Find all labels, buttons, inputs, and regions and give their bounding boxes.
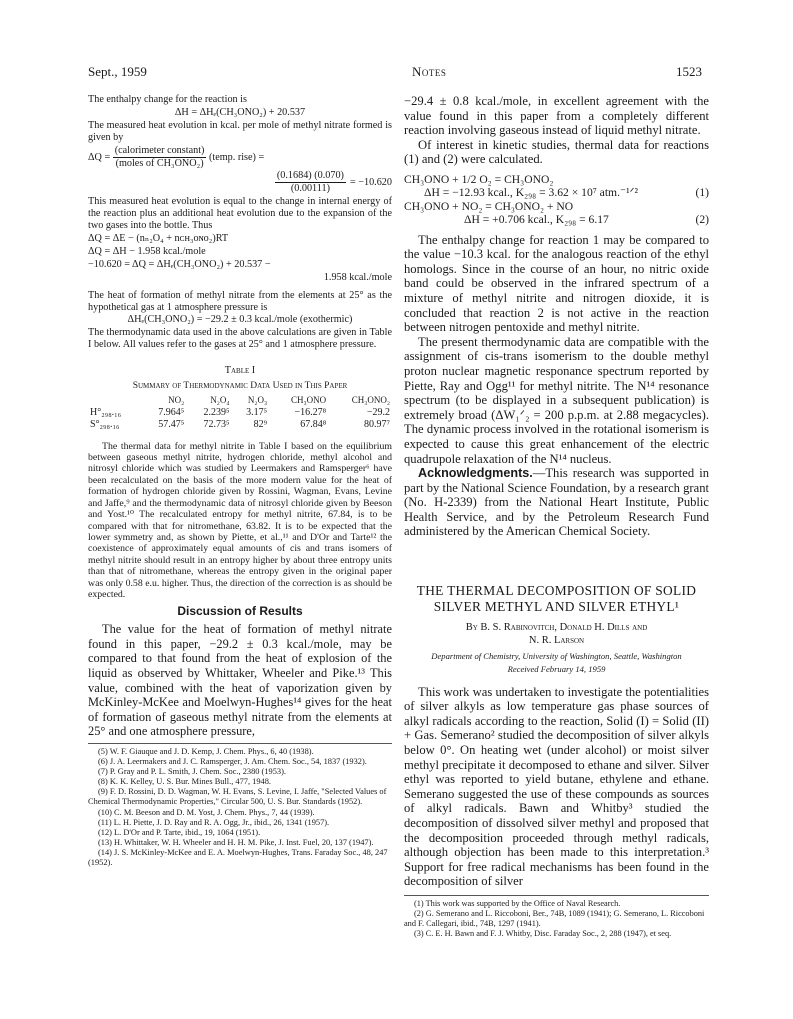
- running-header-section: Notes: [412, 64, 447, 79]
- reference-item: (14) J. S. McKinley-McKee and E. A. Moelwyn-Hughes, Trans. Faraday Soc., 48, 247 (1952).: [88, 847, 388, 868]
- table-cell: −29.2: [366, 406, 390, 418]
- equation: ΔH = ΔHₑ(CH₃ONO₂) + 20.537: [174, 106, 306, 118]
- paragraph: The enthalpy change for reaction 1 may be compared to the value −10.3 kcal. for the analogous reaction of the ethyl homologs. Since in the course of an hour, no nitric oxide band could be observed in the infrared spectrum of a mixture of methyl nitrite and nitrogen dioxide, it is concluded that reaction 2 is not active in the reaction between nitrogen pentoxide and methyl nitrite.: [404, 232, 709, 335]
- table-cell: 72.73⁵: [203, 418, 230, 430]
- paragraph: The enthalpy change for the reaction is: [88, 94, 247, 105]
- reference-item: (9) F. D. Rossini, D. D. Wagman, W. H. Evans, S. Levine, I. Jaffe, "Selected Values of Chemical Thermodynamic Properties," Circular 500, U. S. Bur. Standards (1952).: [88, 787, 387, 807]
- table-header-row: [88, 395, 392, 407]
- table-cell: −16.27⁸: [294, 406, 327, 418]
- reference-item: (6) J. A. Leermakers and J. C. Ramsperger, J. Am. Chem. Soc., 54, 1837 (1932).: [98, 757, 367, 767]
- fraction: [275, 170, 346, 195]
- equation: 1.958 kcal./mole: [323, 271, 392, 283]
- affiliation: Department of Chemistry, University of Washington, Seattle, Washington: [431, 651, 682, 662]
- acknowledgments-label: Acknowledgments.: [418, 466, 533, 481]
- table-header-cell: N₂O₄: [210, 394, 230, 405]
- reaction-data: [404, 186, 709, 199]
- authors-line: By B. S. Rabinovitch, Donald H. Dills and: [465, 622, 648, 634]
- reaction-number: (1): [695, 186, 709, 200]
- table-cell: 82⁹: [253, 418, 268, 430]
- paragraph: The measured heat evolution in kcal. per mole of methyl nitrate formed is given by: [88, 119, 392, 143]
- paragraph: Of interest in kinetic studies, thermal data for reactions (1) and (2) were calculated.: [404, 137, 709, 167]
- acknowledgments: [404, 466, 709, 539]
- reaction-data: [404, 213, 709, 226]
- table-cell: 67.84⁸: [300, 418, 327, 430]
- fraction-numerator: (0.1684) (0.070): [276, 170, 344, 182]
- page-number: 1523: [676, 64, 702, 79]
- paragraph: This work was undertaken to investigate the potentialities of silver alkyls as low temperature gas phase sources of alkyl radicals according to the reaction, Solid (I) = Solid (II) + Gas. Semerano² studied the decomposition of silver alkyls below 0°. On heating wet (under alcohol) or moist silver methyl precipitate it decomposed to ethane and silver. Silver ethyl was reported to yield butane, ethylene and ethane. Semerano suggested the use of these compounds as sources of alkyl radicals. Bawn and Whitby³ studied the decomposition of dissolved silver methyl and proposed that the decomposition proceeded through methyl radicals, although objection has been made to this interpretation.³ Support for free radical mechanisms has been found in the decomposition of silver: [404, 684, 709, 889]
- table-caption: Table I: [224, 365, 256, 377]
- table-cell: 2.239⁵: [203, 406, 230, 418]
- table-row: [88, 407, 392, 419]
- table-header-cell: NO₂: [168, 394, 185, 405]
- reaction-equation: CH₃ONO + NO₂ = CH₃ONO₂ + NO: [404, 199, 574, 213]
- equation-rhs: (temp. rise) =: [208, 151, 265, 163]
- equation: −10.620 = ΔQ = ΔHₑ(CH₃ONO₂) + 20.537 −: [88, 258, 271, 270]
- reference-item: (10) C. M. Beeson and D. M. Yost, J. Chem. Phys., 7, 44 (1939).: [98, 807, 315, 817]
- reference-item: (5) W. F. Giauque and J. D. Kemp, J. Chem. Phys., 6, 40 (1938).: [98, 747, 314, 756]
- paragraph: The heat of formation of methyl nitrate from the elements at 25° as the hypothetical gas at 1 atmosphere pressure is: [88, 289, 392, 313]
- table-cell: 3.17⁵: [246, 406, 268, 418]
- references: [88, 743, 392, 868]
- equation-fraction: [88, 170, 392, 195]
- acknowledgments-text: —This research was supported in part by the National Science Foundation, by a research grant (No. H-2339) from the National Heart Institute, Public Health Service, and by the Petroleum Research Fund administered by the American Chemical Society.: [404, 466, 709, 539]
- equation: ΔHₑ(CH₃ONO₂) = −29.2 ± 0.3 kcal./mole (exothermic): [127, 314, 353, 326]
- fraction-denominator: (moles of CH₃ONO₂): [115, 157, 204, 169]
- equation: ΔQ = ΔE − (nₙ₂O₄ + nᴄʜ₃ᴏɴᴏ₂)RT: [88, 232, 229, 244]
- table-header-cell: N₂O₃: [247, 394, 268, 405]
- reaction-thermo: ΔH = +0.706 kcal., K₂₉₈ = 6.17: [464, 213, 609, 227]
- equation-fraction: [88, 145, 392, 170]
- reference-item: (7) P. Gray and P. L. Smith, J. Chem. Soc., 2380 (1953).: [98, 767, 286, 777]
- authors: [404, 621, 709, 647]
- reference-item: (8) K. K. Kelley, U. S. Bur. Mines Bull., 477, 1948.: [98, 777, 271, 787]
- reaction-number: (2): [695, 213, 709, 227]
- paragraph: The thermal data for methyl nitrite in Table I based on the equilibrium between gaseous methyl nitrite, hydrogen chloride, methyl alcohol and nitrosyl chloride which was studied by Leermakers and Ramsperger⁶ have been recalculated on the basis of the more modern value for the heat of formation of hydrogen chloride given by Rossini, Wagman, Evans, Levine and Jaffe,⁹ and the thermodynamic data of nitrosyl chloride given by Beeson and Yost.¹⁰ The recalculated entropy for methyl nitrite, 67.84, is to be compared with that for nitromethane, 63.82. It is to be expected that the lower symmetry and, as shown by Piette, et al.,¹¹ and D'Or and Tarte¹² the coexistence of approximately equal amounts of cis and trans isomers of methyl nitrite should result in an entropy higher by about three entropy units than that of nitromethane, whereas the entropy given in the original paper was only 0.58 e.u. higher. Thus, the direction of the correction is as should be expected.: [88, 440, 392, 600]
- reaction-equation: CH₃ONO + 1/2 O₂ = CH₃ONO₂: [404, 172, 554, 186]
- data-table: [88, 395, 392, 431]
- fraction-denominator: (0.00111): [290, 183, 330, 195]
- table-cell: 57.47⁵: [158, 418, 185, 430]
- footnotes: [404, 895, 709, 939]
- equation-rhs: = −10.620: [349, 176, 392, 188]
- footnote-item: (2) G. Semerano and L. Riccoboni, Ber., 74B, 1089 (1941); G. Semerano, L. Riccoboni and F. Callegari, ibid., 74B, 1297 (1941).: [404, 908, 705, 928]
- table-cell: 80.97⁷: [364, 418, 390, 430]
- paragraph: The thermodynamic data used in the above calculations are given in Table I below. All values refer to the gases at 25° and 1 atmosphere pressure.: [88, 327, 392, 351]
- paragraph: −29.4 ± 0.8 kcal./mole, in excellent agreement with the value found in this paper from a completely different reaction involving gaseous instead of liquid methyl nitrate.: [404, 94, 709, 138]
- table-header-cell: [88, 395, 141, 407]
- reference-item: (12) L. D'Or and P. Tarte, ibid., 19, 1064 (1951).: [98, 827, 261, 837]
- received-date: Received February 14, 1959: [507, 664, 606, 675]
- running-header-date: Sept., 1959: [88, 64, 147, 79]
- authors-line: N. R. Larson: [528, 635, 585, 647]
- paragraph: The present thermodynamic data are compatible with the assignment of cis-trans isomerism to the double methyl proton nuclear magnetic responance spectrum reported by Piette, Ray and Ogg¹¹ for methyl nitrite. The N¹⁴ resonance spectrum (to be displayed in a subsequent publication) is extremely broad (ΔW₁ᐟ₂ = 200 p.p.m. at 2.88 megacycles). The dynamic process involved in the rotational isomerism is expected to cause this great enhancement of the electric quadrupole relaxation of the N¹⁴ nucleus.: [404, 334, 709, 466]
- right-column: [404, 94, 709, 939]
- fraction-numerator: (calorimeter constant): [114, 144, 205, 156]
- paragraph: This measured heat evolution is equal to the change in internal energy of the reaction plus an additional heat evolution due to the expansion of the two gases into the bottle. Thus: [88, 196, 392, 232]
- table-header-cell: CH₃ONO₂: [351, 394, 390, 405]
- table-subtitle: Summary of Thermodynamic Data Used in This Paper: [132, 381, 348, 392]
- equation-lhs: ΔQ =: [88, 151, 111, 163]
- reaction-thermo: ΔH = −12.93 kcal., K₂₉₈ = 3.62 × 10⁷ atm.⁻¹ᐟ²: [424, 186, 638, 200]
- paragraph: The value for the heat of formation of methyl nitrate found in this paper, −29.2 ± 0.3 kcal./mole, may be compared to that found from the heat of explosion of the liquid as observed by Whittaker, Wheeler and Pike.¹³ This value, combined with the heat of vaporization given by McKinley-McKee and Moelwyn-Hughes¹⁴ gives for the heat of formation of gaseous methyl nitrate from the elements at 25° and one atmosphere pressure,: [88, 622, 392, 739]
- equation: ΔQ = ΔH − 1.958 kcal./mole: [88, 245, 206, 257]
- table-cell: 7.964⁵: [158, 406, 185, 418]
- table-row: [88, 419, 392, 431]
- reference-item: (11) L. H. Piette, J. D. Ray and R. A. Ogg, Jr., ibid., 26, 1341 (1957).: [98, 817, 330, 827]
- footnote-item: (1) This work was supported by the Office of Naval Research.: [414, 898, 621, 908]
- table-cell: S°₂₉₈.₁₆: [90, 418, 120, 430]
- reference-item: (13) H. Whittaker, W. H. Wheeler and H. H. M. Pike, J. Inst. Fuel, 20, 137 (1947).: [98, 837, 374, 847]
- article-title: THE THERMAL DECOMPOSITION OF SOLID SILVER METHYL AND SILVER ETHYL¹: [416, 583, 697, 615]
- footnote-item: (3) C. E. H. Bawn and F. J. Whitby, Disc. Faraday Soc., 2, 288 (1947), et seq.: [414, 928, 672, 938]
- left-column: [88, 94, 392, 868]
- table-header-cell: CH₃ONO: [291, 394, 327, 405]
- section-heading: Discussion of Results: [177, 604, 303, 619]
- fraction: [113, 145, 207, 170]
- reaction-block: [404, 173, 709, 227]
- table-cell: H°₂₉₈.₁₆: [90, 406, 122, 418]
